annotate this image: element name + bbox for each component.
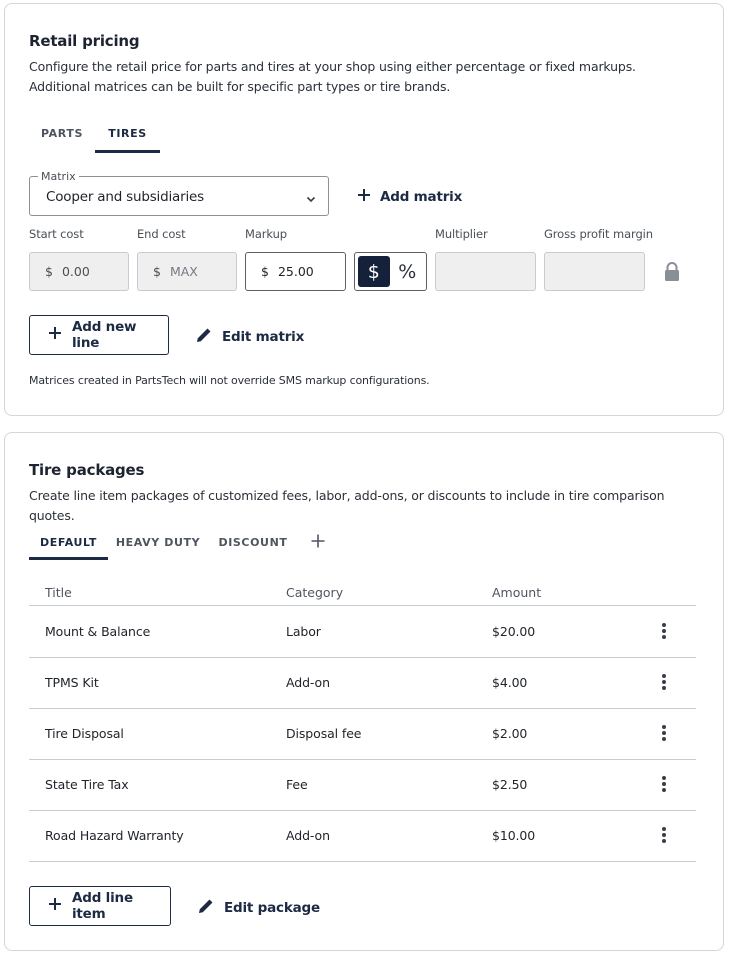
- table-row: [29, 811, 696, 861]
- add-matrix-label: Add matrix: [380, 189, 463, 205]
- chevron-down-icon: [305, 190, 317, 209]
- row-title: TPMS Kit: [45, 675, 99, 690]
- markup-type-percent-option[interactable]: %: [398, 260, 417, 283]
- start-cost-input[interactable]: [29, 252, 129, 291]
- row-amount: $2.50: [492, 777, 528, 792]
- add-line-item-button[interactable]: [29, 886, 171, 926]
- start-cost-value: 0.00: [61, 264, 90, 279]
- retail-pricing-title: Retail pricing: [29, 32, 140, 50]
- table-row: [29, 658, 696, 708]
- pencil-icon: [195, 326, 213, 348]
- plus-icon: [48, 326, 62, 344]
- tab-tires[interactable]: TIRES: [108, 127, 147, 140]
- row-title: Tire Disposal: [45, 726, 124, 741]
- tab-parts[interactable]: PARTS: [41, 127, 83, 140]
- table-row: [29, 760, 696, 810]
- matrix-note: Matrices created in PartsTech will not override SMS markup configurations.: [29, 374, 430, 387]
- row-category: Labor: [286, 624, 321, 639]
- end-cost-placeholder: MAX: [169, 264, 198, 279]
- end-cost-prefix: $: [153, 264, 161, 279]
- table-row: [29, 709, 696, 759]
- retail-pricing-card: [4, 3, 724, 416]
- row-amount: $10.00: [492, 828, 536, 843]
- add-new-line-label: Add new line: [72, 319, 137, 351]
- more-vertical-icon[interactable]: [657, 723, 671, 743]
- row-title: State Tire Tax: [45, 777, 129, 792]
- markup-type-toggle[interactable]: [354, 252, 427, 291]
- matrix-selected-value: Cooper and subsidiaries: [46, 189, 204, 205]
- row-category: Disposal fee: [286, 726, 362, 741]
- pricing-tabs: [29, 120, 181, 153]
- edit-matrix-label: Edit matrix: [222, 329, 305, 345]
- more-vertical-icon[interactable]: [657, 825, 671, 845]
- tab-discount[interactable]: DISCOUNT: [218, 536, 288, 549]
- tire-packages-description: Create line item packages of customized fees, labor, add-ons, or discounts to include in tire comparison quotes.: [29, 488, 665, 523]
- row-title: Mount & Balance: [45, 624, 151, 639]
- markup-type-dollar-option[interactable]: $: [358, 256, 390, 287]
- column-header-title: Title: [45, 585, 72, 600]
- row-title: Road Hazard Warranty: [45, 828, 184, 843]
- multiplier-input: [435, 252, 536, 291]
- row-category: Add-on: [286, 828, 330, 843]
- table-divider: [29, 861, 696, 862]
- more-vertical-icon[interactable]: [657, 621, 671, 641]
- gross-profit-margin-input: [544, 252, 645, 291]
- row-category: Add-on: [286, 675, 330, 690]
- end-cost-input[interactable]: [137, 252, 237, 291]
- gross-profit-margin-label: Gross profit margin: [544, 227, 653, 241]
- add-new-line-button[interactable]: [29, 315, 169, 355]
- edit-package-label: Edit package: [224, 900, 320, 916]
- add-matrix-button[interactable]: [357, 188, 462, 206]
- column-header-amount: Amount: [492, 585, 542, 600]
- row-amount: $20.00: [492, 624, 536, 639]
- more-vertical-icon[interactable]: [657, 672, 671, 692]
- table-row: [29, 606, 696, 657]
- markup-prefix: $: [261, 264, 269, 279]
- package-tabs: [29, 527, 349, 561]
- row-amount: $4.00: [492, 675, 528, 690]
- matrix-label: Matrix: [38, 170, 79, 183]
- matrix-select[interactable]: [29, 170, 329, 216]
- edit-matrix-button[interactable]: [195, 326, 304, 348]
- tire-packages-title: Tire packages: [29, 461, 145, 479]
- active-tab-indicator: [29, 557, 108, 560]
- end-cost-label: End cost: [137, 227, 186, 241]
- active-tab-indicator: [95, 150, 160, 153]
- more-vertical-icon[interactable]: [657, 774, 671, 794]
- markup-value: 25.00: [277, 264, 314, 279]
- row-category: Fee: [286, 777, 308, 792]
- column-header-category: Category: [286, 585, 344, 600]
- start-cost-prefix: $: [45, 264, 53, 279]
- plus-icon: [48, 897, 62, 915]
- add-package-tab-icon[interactable]: [311, 533, 325, 552]
- plus-icon: [357, 188, 371, 206]
- retail-pricing-description: Configure the retail price for parts and tires at your shop using either percentage or fixed markups. Additional matrices can be built for specific part types or tire brands.: [29, 59, 636, 94]
- markup-label: Markup: [245, 227, 287, 241]
- pencil-icon: [197, 897, 215, 919]
- tire-packages-card: [4, 432, 724, 951]
- start-cost-label: Start cost: [29, 227, 84, 241]
- tab-heavy-duty[interactable]: HEAVY DUTY: [115, 536, 201, 549]
- markup-input[interactable]: [245, 252, 346, 291]
- add-line-item-label: Add line item: [72, 890, 133, 922]
- row-amount: $2.00: [492, 726, 528, 741]
- multiplier-label: Multiplier: [435, 227, 488, 241]
- lock-icon[interactable]: [663, 261, 681, 287]
- edit-package-button[interactable]: [197, 897, 320, 919]
- tab-default[interactable]: DEFAULT: [40, 536, 97, 549]
